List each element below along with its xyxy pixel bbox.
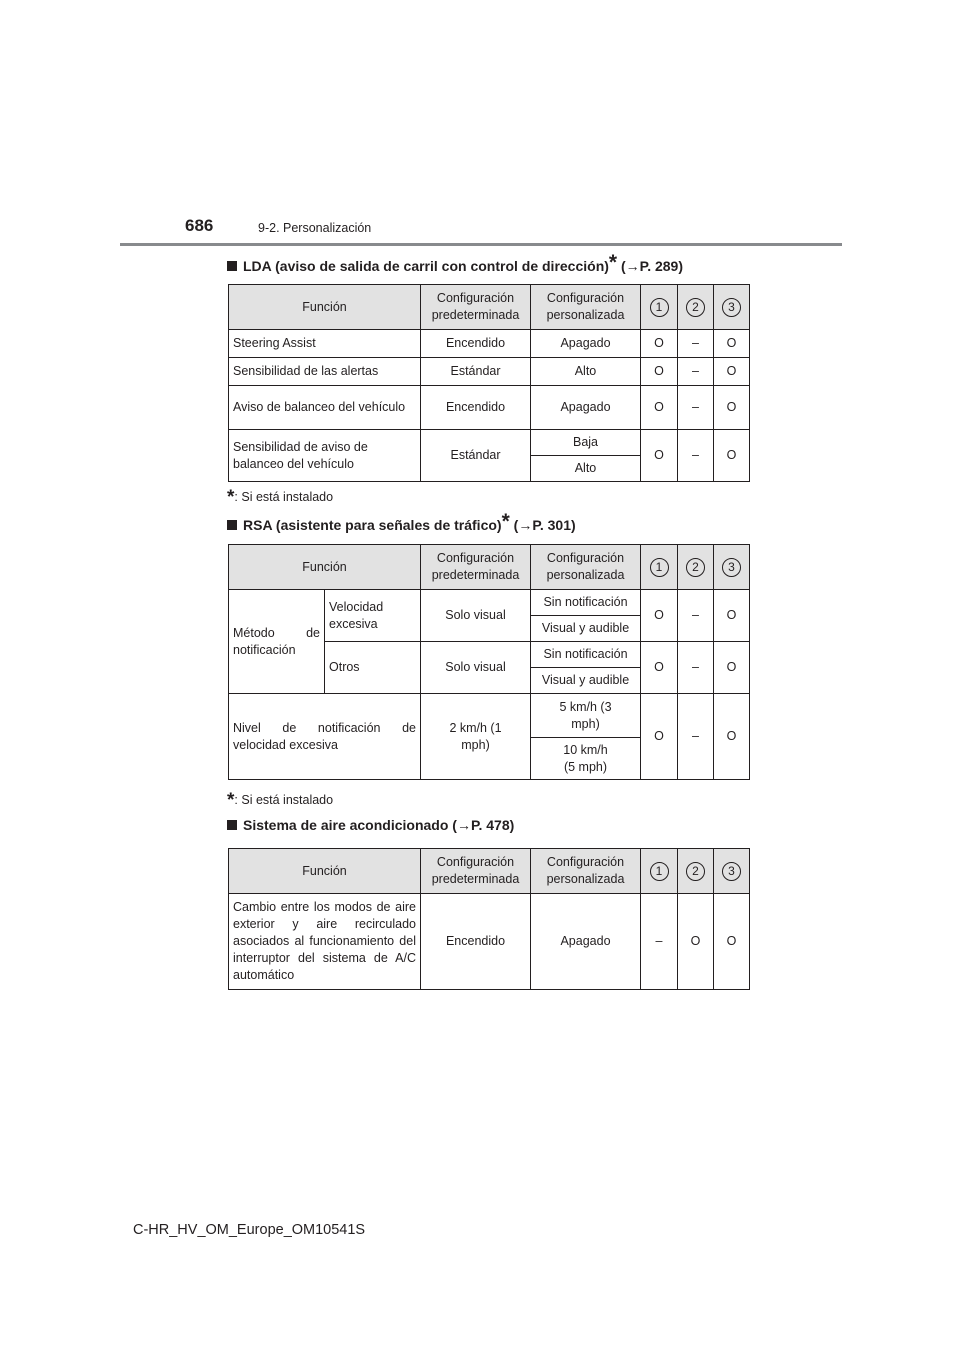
col-3: [714, 545, 750, 590]
col-funcion: Función: [229, 849, 421, 894]
col-funcion: Función: [229, 545, 421, 590]
table-row: Cambio entre los modos de aire exterior y aire recirculado asociados al funcionamiento del interruptor del sistema de A/C automático Encendido Apagado – O O: [229, 894, 750, 990]
section-title: 9-2. Personalización: [258, 221, 372, 235]
page-number: 686: [185, 216, 214, 235]
rsa-heading: RSA (asistente para señales de tráfico)* (→P. 301): [227, 512, 576, 536]
circled-1-icon: 1: [650, 298, 669, 317]
col-2: [678, 285, 714, 330]
header-divider: [120, 243, 842, 246]
table-row: 10 km/h (5 mph): [229, 738, 750, 780]
table-row: Visual y audible: [229, 668, 750, 694]
rsa-table: [228, 544, 750, 780]
table-row: Aviso de balanceo del vehículo Encendido Apagado O – O: [229, 386, 750, 430]
table-row: Steering Assist Encendido Apagado O – O: [229, 330, 750, 358]
col-2: [678, 849, 714, 894]
circled-2-icon: 2: [686, 558, 705, 577]
circled-3-icon: 3: [722, 298, 741, 317]
document-code: C-HR_HV_OM_Europe_OM10541S: [133, 1222, 366, 1238]
col-predeterminada: Configuración predeterminada: [421, 849, 531, 894]
col-personalizada: Configuración personalizada: [531, 849, 641, 894]
col-personalizada: Configuración personalizada: [531, 545, 641, 590]
table-header-row: [229, 545, 750, 590]
circled-1-icon: 1: [650, 862, 669, 881]
col-personalizada: Configuración personalizada: [531, 285, 641, 330]
circled-3-icon: 3: [722, 558, 741, 577]
col-funcion: Función: [229, 285, 421, 330]
circled-1-icon: 1: [650, 558, 669, 577]
col-2: [678, 545, 714, 590]
square-bullet-icon: [227, 520, 237, 530]
circled-3-icon: 3: [722, 862, 741, 881]
circled-2-icon: 2: [686, 862, 705, 881]
table-header-row: [229, 849, 750, 894]
col-3: [714, 849, 750, 894]
col-1: [641, 285, 678, 330]
ac-heading: Sistema de aire acondicionado (→P. 478): [227, 817, 514, 833]
lda-heading: LDA (aviso de salida de carril con control de dirección)* (→P. 289): [227, 253, 683, 277]
col-predeterminada: Configuración predeterminada: [421, 285, 531, 330]
lda-table: [228, 284, 750, 482]
table-row: Método de notificación Velocidad excesiva Solo visual Sin notificación O – O: [229, 590, 750, 616]
table-row: Otros Solo visual Sin notificación O – O: [229, 642, 750, 668]
table-row: Visual y audible: [229, 616, 750, 642]
square-bullet-icon: [227, 261, 237, 271]
square-bullet-icon: [227, 820, 237, 830]
circled-2-icon: 2: [686, 298, 705, 317]
ac-table: [228, 848, 750, 990]
footnote: *: Si está instalado: [227, 487, 334, 508]
table-row: Sensibilidad de aviso de balanceo del vehículo Estándar Baja O – O: [229, 430, 750, 456]
table-header-row: [229, 285, 750, 330]
table-row: Sensibilidad de las alertas Estándar Alto O – O: [229, 358, 750, 386]
col-1: [641, 849, 678, 894]
col-predeterminada: Configuración predeterminada: [421, 545, 531, 590]
footnote: *: Si está instalado: [227, 790, 334, 811]
col-1: [641, 545, 678, 590]
col-3: [714, 285, 750, 330]
table-row: Alto: [229, 456, 750, 482]
table-row: Nivel de notificación de velocidad excesiva 2 km/h (1 mph) 5 km/h (3 mph) O – O: [229, 694, 750, 738]
